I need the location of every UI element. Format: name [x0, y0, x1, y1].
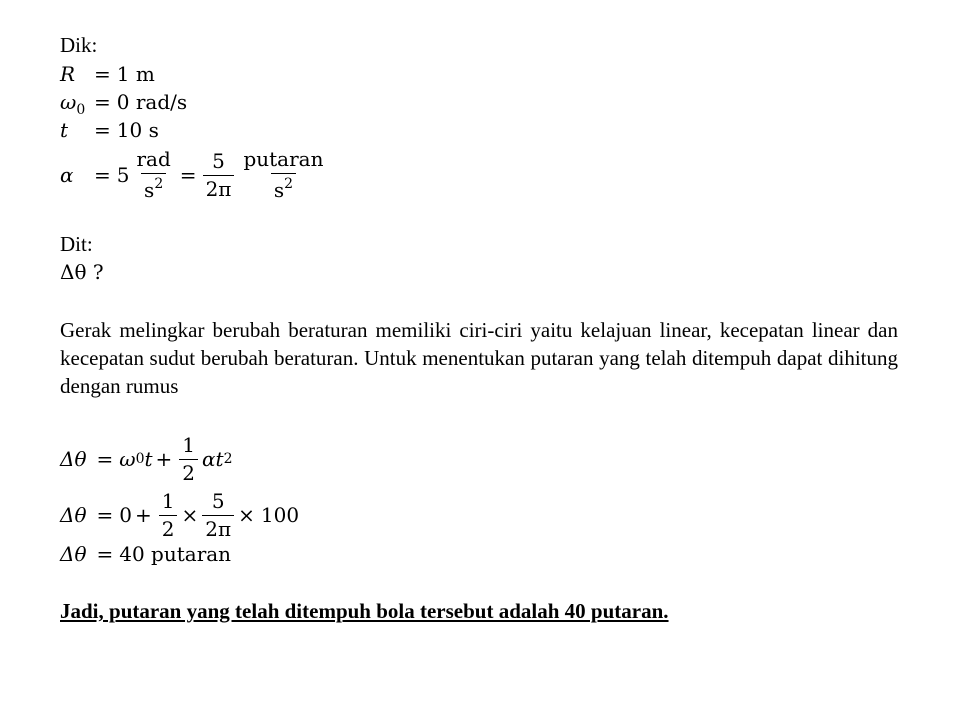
explanation-paragraph: Gerak melingkar berubah beraturan memiliki ciri-ciri yaitu kelajuan linear, kecepatan linear dan kecepatan sudut berubah beraturan. Untuk menentukan putaran yang telah ditempuh dapat dihitung dengan rumus [60, 318, 898, 398]
formula-half-fraction: $\frac{1}{2}$ [179, 434, 198, 485]
known-radius-line: R = 1 m [60, 62, 155, 86]
formula-lhs: Δθ [60, 447, 87, 471]
radius-value: 1 m [116, 62, 155, 86]
result-value: 40 putaran [119, 542, 232, 566]
omega-symbol: ω [60, 90, 77, 114]
known-heading: Dik: [60, 33, 98, 57]
omega-subscript: 0 [76, 102, 86, 118]
substitution-lhs: Δθ [60, 503, 87, 527]
formula-line: Δθ = ω 0 t + $\frac{1}{2}$ α t 2 [60, 432, 233, 485]
alpha-symbol: α [60, 163, 74, 187]
time-value: 10 s [116, 118, 159, 142]
alpha-unit-fraction: $\frac{\text{rad}}{s^2}$ [136, 147, 171, 202]
conclusion-text: Jadi, putaran yang telah ditempuh bola tersebut adalah 40 putaran. [60, 599, 669, 623]
substitution-half-fraction: $\frac{1}{2}$ [159, 490, 178, 541]
alpha-coefficient: 5 [116, 163, 130, 187]
asked-heading: Dit: [60, 232, 93, 256]
known-time-line: t = 10 s [60, 118, 159, 142]
substitution-conversion-fraction: $\frac{5}{2\pi}$ [202, 490, 234, 541]
radius-symbol: R [60, 62, 76, 86]
known-initial-angular-velocity-line: $\omega_0 = 0$ rad/s [60, 90, 188, 118]
alpha-conversion-fraction: $\frac{5}{2\pi}$ [203, 150, 235, 201]
asked-quantity: Δθ ? [60, 260, 104, 284]
substitution-line: Δθ = 0 + $\frac{1}{2}$ × $\frac{5}{2\pi}$ × 100 [60, 488, 300, 541]
result-lhs: Δθ [60, 542, 87, 566]
omega-value: 0 rad/s [116, 90, 188, 114]
time-symbol: t [60, 118, 69, 142]
known-angular-acceleration-line: α = 5 $\frac{\text{rad}}{s^2}$ = $\frac{5}{2\pi}$ $\frac{\text{putaran}}{s^2}$ [60, 144, 330, 206]
result-line: Δθ = 40 putaran [60, 542, 232, 566]
alpha-putaran-fraction: $\frac{\text{putaran}}{s^2}$ [243, 147, 324, 202]
